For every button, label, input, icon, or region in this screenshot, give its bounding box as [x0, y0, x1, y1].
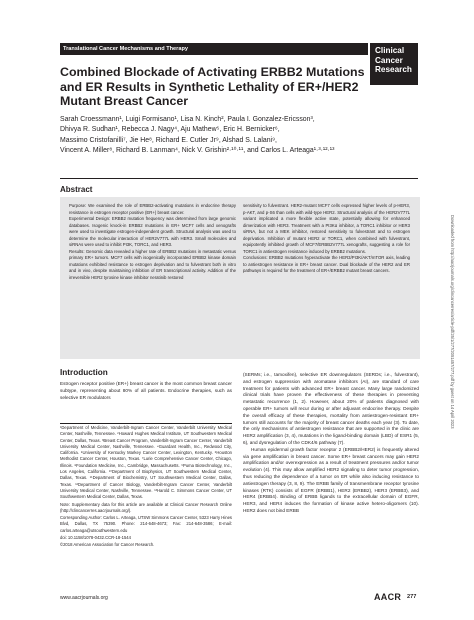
- section-label: Translational Cancer Mechanisms and Therapy: [63, 46, 188, 52]
- body-paragraph: (SERMs; i.e., tamoxifen), selective ER downregulators (SERDs; i.e., fulvestrant), and estrogen suppression with aromatase inhibitors (AI), are standard of care treatment for patients with advanced ER+ breast cancer. Many large randomized clinical trials have proven the effectiveness of these therapies in preventing metastatic recurrence (1, 2). However, about 20% of patients diagnosed with operable ER+ tumors will recur during or after adjuvant endocrine therapy. Despite the overall efficacy of these therapies, mortality from antiestrogen-resistant ER+ tumors still accounts for the majority of breast cancer deaths each year (3). To date, the only mechanisms of antiestrogen resistance that are supported in the clinic are HER2 amplification (3, 4), mutations in the ligand-binding domain (LBD) of ESR1 (5, 6), and dysregulation of the CDK4/6 pathway (7).: [243, 372, 419, 445]
- journal-line: Research: [375, 65, 412, 74]
- abstract-paragraph: Purpose: We examined the role of ERBB2-activating mutations in endocrine therapy resistance in estrogen receptor positive (ER+) breast cancer.: [69, 203, 236, 215]
- introduction-column-left: [60, 381, 232, 401]
- abstract-column-right: [243, 203, 410, 275]
- body-paragraph: Estrogen receptor positive (ER+) breast cancer is the most common breast cancer subtype, representing about 80% of all patients. Endocrine therapies, such as selective ER modulators: [60, 381, 232, 400]
- introduction-column-right: [243, 372, 419, 515]
- doi: doi: 10.1158/1078-0432.CCR-18-1544: [60, 535, 131, 541]
- divider: [60, 423, 232, 424]
- body-paragraph: Human epidermal growth factor receptor 2 (ERBB2/HER2) is frequently altered via gene amplification in breast cancer. Some ER+ breast cancers may gain HER2 amplification and/or overexpression as a result of treatment pressures and/or tumor evolution (4). This may allow amplified HER2 signaling to deter tumor progression, thus reducing the dependence of a tumor on ER while also inducing resistance to antiestrogen therapy (3, 8, 9). The ERBB family of transmembrane receptor tyrosine kinases (RTK) consists of EGFR (ERBB1), HER2 (ERBB2), HER3 (ERBB3), and HER4 (ERBB4). Binding of ERBB ligands to the extracellular domain of EGFR, HER3, and HER4 induces the formation of kinase active hetero-oligomers (10). HER2 does not bind ERBB: [243, 446, 419, 513]
- abstract-column-left: [69, 203, 236, 281]
- section-banner: [60, 43, 368, 55]
- copyright: ©2018 American Association for Cancer Research.: [60, 542, 155, 548]
- introduction-heading: Introduction: [60, 368, 108, 377]
- abstract-paragraph: sensitivity to fulvestrant. HER2-mutant MCF7 cells expressed higher levels of p-HER3, p-AKT, and p-S6 than cells with wild-type HER2. Structural analysis of the HER2V777L variant implicated a more flexible active state, potentially allowing for enhanced dimerization with HER3. Treatment with a PI3Kα inhibitor, a TORC1 inhibitor or HER3 siRNA, but not a MEK inhibitor, restored sensitivity to fulvestrant and to estrogen deprivation. Inhibition of mutant HER2 or TORC1, when combined with fulvestrant, equipotently inhibited growth of MCF7/ERBB2V777L xenografts, suggesting a role for TORC1 in antiestrogen resistance induced by ERBB2 mutations.: [243, 203, 410, 254]
- affiliations: [60, 425, 232, 550]
- supplementary-note: Note: Supplementary data for this article are available at Clinical Cancer Research Online (http://clincancerres.aacrjournals.org/).: [60, 501, 232, 513]
- abstract-heading: Abstract: [60, 185, 93, 194]
- author-line: Sarah Croessmann¹, Luigi Formisano¹, Lisa N. Kinch², Paula I. Gonzalez-Ericsson³,: [60, 116, 315, 123]
- journal-line: Clinical: [375, 46, 405, 55]
- author-list: [60, 115, 420, 157]
- affiliation-text: ¹Department of Medicine, Vanderbilt-Ingram Cancer Center, Vanderbilt University Medical Center, Nashville, Tennessee. ²Howard Hughes Medical Institute, UT Southwestern Medical Center, Dallas, Texas. ³Breast Cancer Program, Vanderbilt-Ingram Cancer Center, Vanderbilt University Medical Center, Nashville, Tennessee. ⁴Guardant Health, Inc., Redwood City, California. ⁵University of Kentucky Markey Cancer Center, Lexington, Kentucky. ⁶Houston Methodist Cancer Center, Houston, Texas. ⁷Lurie Comprehensive Cancer Center, Chicago, Illinois. ⁸Foundation Medicine, Inc., Cambridge, Massachusetts. ⁹Puma Biotechnology, Inc., Los Angeles, California. ¹⁰Department of Biophysics, UT Southwestern Medical Center, Dallas, Texas. ¹¹Department of Biochemistry, UT Southwestern Medical Center, Dallas, Texas. ¹²Department of Cancer Biology, Vanderbilt-Ingram Cancer Center, Vanderbilt University Medical Center, Nashville, Tennessee. ¹³Harold C. Simmons Cancer Center, UT Southwestern Medical Center, Dallas, Texas.: [60, 425, 232, 500]
- author-line: Vincent A. Miller⁸, Richard B. Lanman⁴, Nick V. Grishin²·¹⁰·¹¹, and Carlos L. Arteaga¹·³·¹²·¹³: [60, 147, 335, 155]
- divider: [60, 178, 418, 179]
- journal-line: Cancer: [375, 55, 403, 65]
- download-sidebar: [446, 215, 456, 485]
- corresponding-author: Corresponding Author: Carlos L. Arteaga, UTSW Simmons Cancer Center, 5323 Harry Hines Blvd, Dallas, TX 75390. Phone: 214-648-4673; Fax: 214-648-3586; E-mail: carlos.arteaga@utsouthwestern.edu: [60, 515, 232, 533]
- author-line: Massimo Cristofanilli⁷, Jie He⁸, Richard E. Cutler Jr⁹, Alshad S. Lalani⁹,: [60, 136, 277, 144]
- abstract-paragraph: Experimental Design: ERBB2 mutation frequency was determined from large genomic databases. Isogenic knock-in ERBB2 mutations in ER+ MCF7 cells and xenografts were used to investigate estrogen-independent growth. Structural analysis was used to determine the molecular interaction of HER2V777L with HER3. Small molecules and siRNAs were used to inhibit PI3K, TORC1, and HER3.: [69, 216, 236, 247]
- article-title: Combined Blockade of Activating ERBB2 Mutations and ER Results in Synthetic Lethality of ER+/HER2 Mutant Breast Cancer: [60, 65, 365, 108]
- abstract-paragraph: Results: Genomic data revealed a higher rate of ERBB2 mutations in metastatic versus primary ER+ tumors. MCF7 cells with isogenically incorporated ERBB2 kinase domain mutations exhibited resistance to estrogen deprivation and to fulvestrant both in vitro and in vivo, despite maintaining inhibition of ER transcriptional activity. Addition of the irreversible HER2 tyrosine kinase inhibitor neratinib restored: [69, 248, 236, 280]
- author-line: Dhivya R. Sudhan¹, Rebecca J. Nagy⁴, Aju Mathew⁵, Eric H. Bernicker⁶,: [60, 126, 280, 134]
- journal-url: www.aacrjournals.org: [60, 595, 108, 601]
- page-number: 277: [407, 594, 417, 600]
- download-note: Downloaded from http://aacrjournals.org/clincancerres/article-pdf/25/1/277/2051457/277.pdf by guest on 14 April 2023: [450, 215, 455, 429]
- aacr-logo: AACR: [374, 592, 402, 602]
- abstract-paragraph: Conclusions: ERBB2 mutations hyperactivate the HER3/PI3K/AKT/mTOR axis, leading to antiestrogen resistance in ER+ breast cancer. Dual blockade of the HER2 and ER pathways is required for the treatment of ER+/ERBB2 mutant breast cancers.: [243, 255, 410, 273]
